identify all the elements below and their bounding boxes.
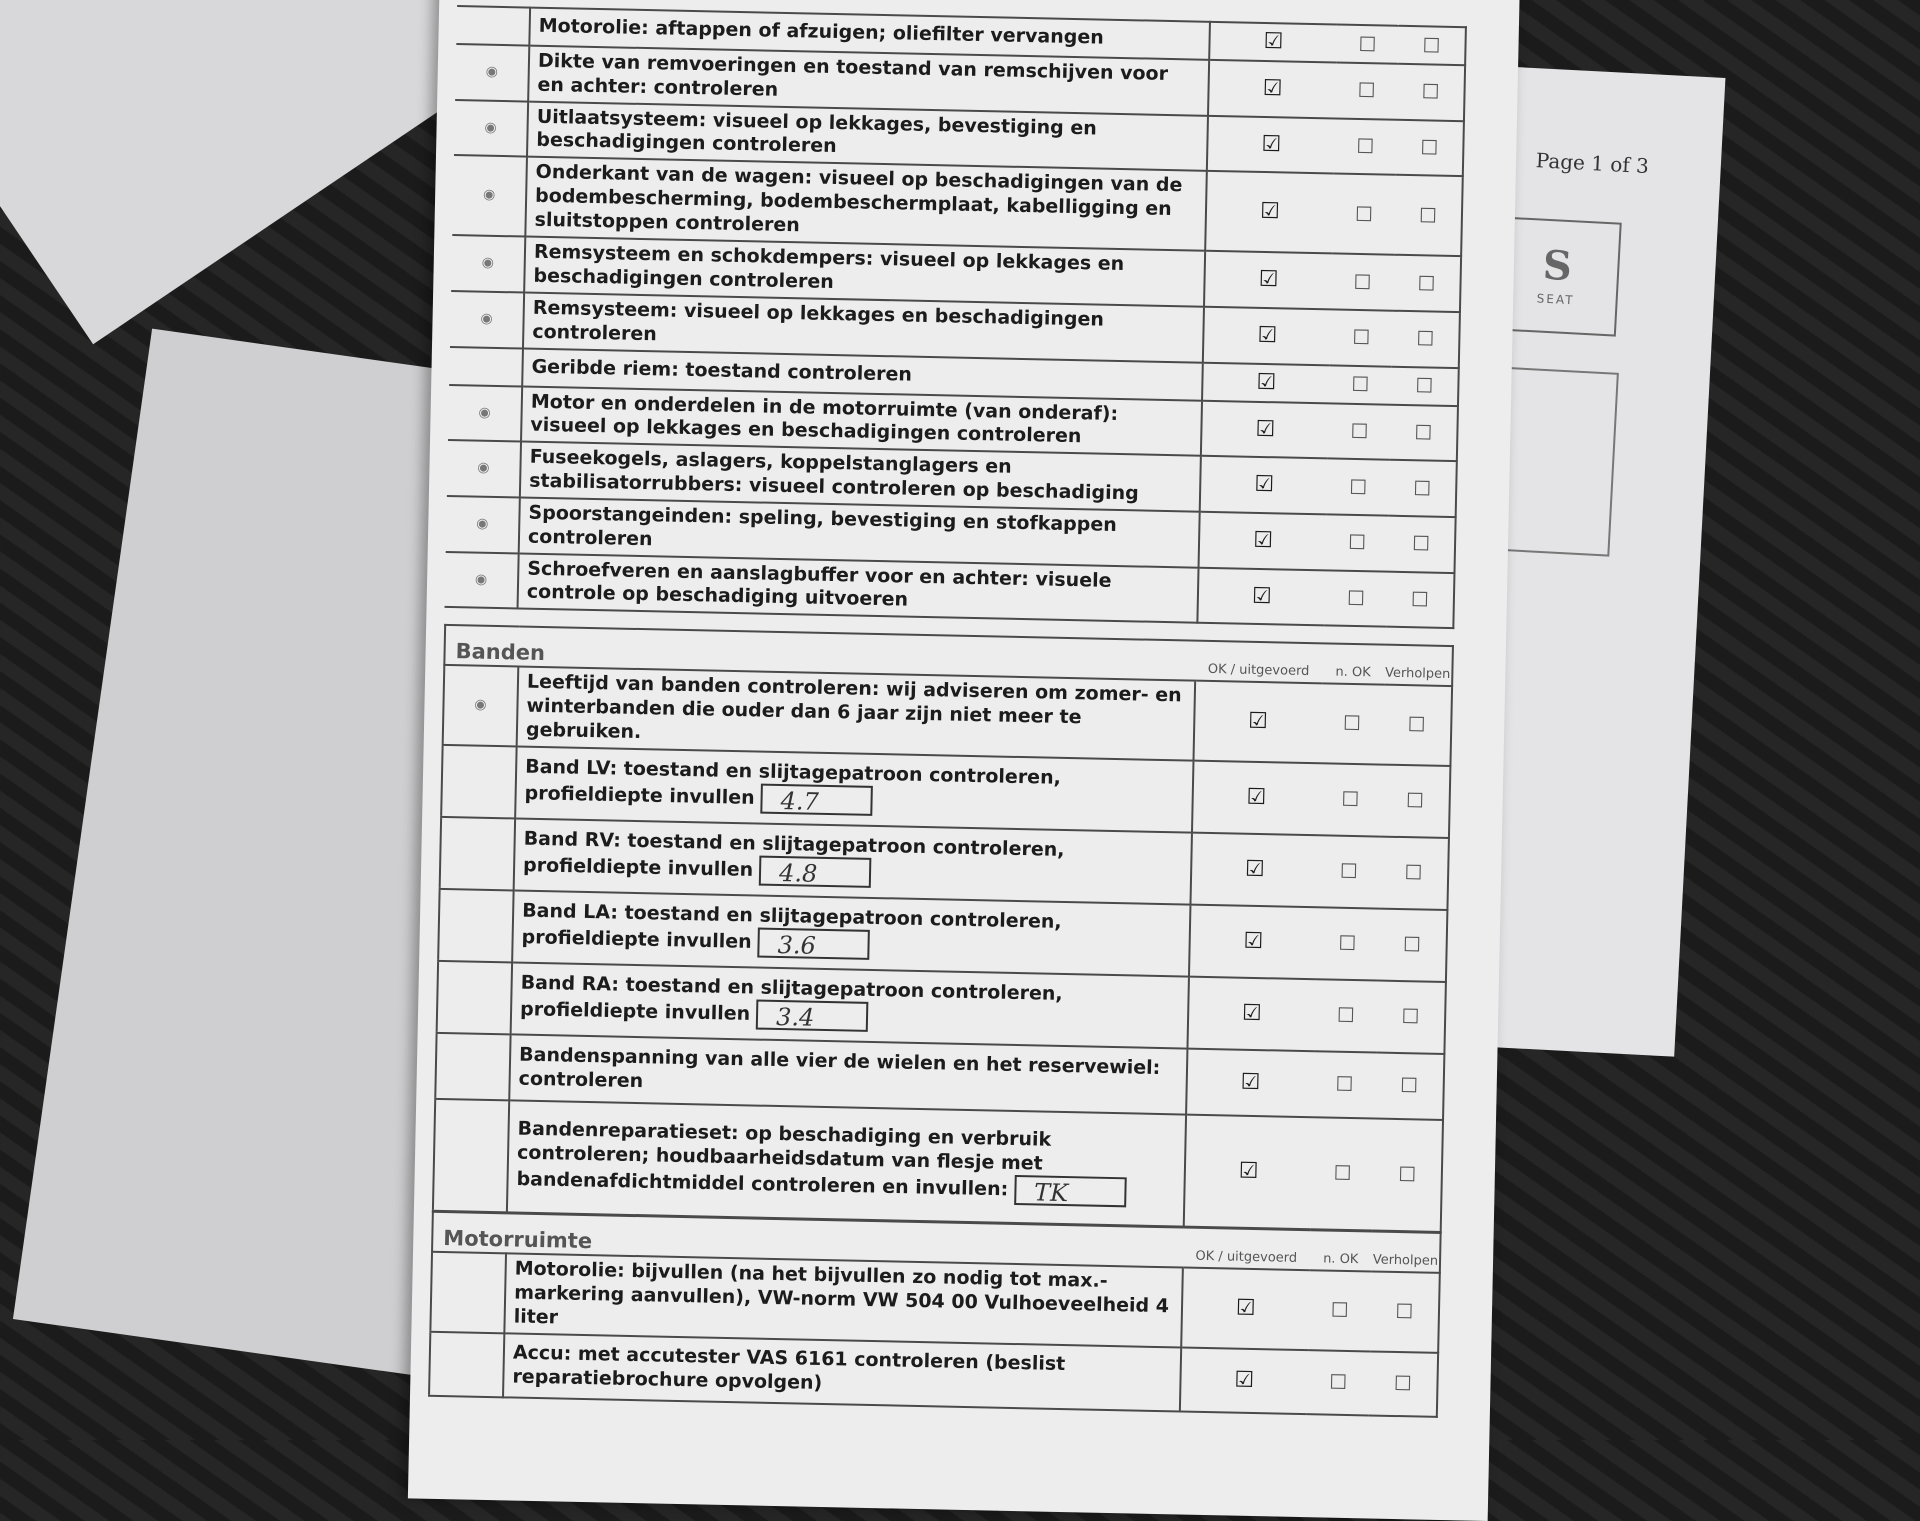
handwritten-value-field[interactable]: 3.6 xyxy=(757,928,870,960)
nok-checkbox[interactable]: ☐ xyxy=(1330,309,1393,366)
verholpen-checkbox[interactable]: ☐ xyxy=(1381,764,1451,837)
nok-checkbox[interactable]: ☐ xyxy=(1310,1117,1374,1230)
verholpen-checkbox[interactable]: ☐ xyxy=(1382,685,1452,766)
item-text: Dikte van remvoeringen en toestand van remschijven voor en achter: controleren xyxy=(537,49,1169,101)
ok-checkbox-checked[interactable]: ☑ xyxy=(1204,251,1332,310)
item-description xyxy=(504,1254,1182,1347)
ok-checkbox-checked[interactable]: ☑ xyxy=(1197,567,1325,625)
column-verholpen-label: Verholpen xyxy=(1372,1231,1441,1273)
handwritten-value-field[interactable]: 4.8 xyxy=(759,856,872,888)
item-description xyxy=(507,1100,1186,1226)
ok-checkbox-checked[interactable]: ☑ xyxy=(1192,760,1320,835)
bullet-icon xyxy=(443,665,519,746)
item-text: Motorolie: aftappen of afzuigen; oliefilter vervangen xyxy=(538,14,1104,49)
ok-checkbox-checked[interactable]: ☑ xyxy=(1208,60,1336,118)
verholpen-checkbox[interactable]: ☐ xyxy=(1394,175,1463,256)
bullet-cell xyxy=(438,888,513,962)
bullet-cell xyxy=(433,1098,509,1212)
bullet-cell xyxy=(440,816,515,890)
item-text: Fuseekogels, aslagers, koppelstanglagers en stabilisatorrubbers: visueel controleren op beschadiging xyxy=(528,445,1139,505)
bullet-cell xyxy=(441,744,516,818)
ok-checkbox-checked[interactable]: ☑ xyxy=(1193,681,1322,763)
nok-checkbox[interactable]: ☐ xyxy=(1332,173,1396,254)
item-text: Band LV: toestand en slijtagepatroon controleren, profieldiepte invullen xyxy=(524,755,1062,810)
bullet-icon xyxy=(446,496,520,553)
column-nok-label: n. OK xyxy=(1310,1230,1373,1272)
ok-checkbox-checked[interactable]: ☑ xyxy=(1181,1268,1310,1350)
nok-checkbox[interactable]: ☐ xyxy=(1320,684,1384,765)
verholpen-checkbox[interactable]: ☐ xyxy=(1389,460,1457,517)
seat-logo-text: SEAT xyxy=(1536,291,1575,308)
verholpen-checkbox[interactable]: ☐ xyxy=(1370,1272,1440,1353)
verholpen-checkbox[interactable]: ☐ xyxy=(1378,908,1448,981)
ok-checkbox-checked[interactable]: ☑ xyxy=(1189,904,1317,979)
item-text: Leeftijd van banden controleren: wij adviseren om zomer- en winterbanden die ouder dan 6 jaar zijn niet meer te gebruiken. xyxy=(525,670,1182,743)
bullet-icon xyxy=(455,44,529,101)
bullet-cell xyxy=(449,346,523,386)
inspection-checklist-page xyxy=(408,0,1520,1521)
bullet-cell xyxy=(430,1252,506,1333)
verholpen-checkbox[interactable]: ☐ xyxy=(1396,119,1464,176)
bullet-icon xyxy=(451,235,525,293)
column-nok-label: n. OK xyxy=(1322,643,1385,685)
verholpen-checkbox[interactable]: ☐ xyxy=(1379,836,1449,909)
column-verholpen-label: Verholpen xyxy=(1384,645,1453,687)
seat-s-icon: S xyxy=(1541,241,1574,291)
verholpen-checkbox[interactable]: ☐ xyxy=(1392,311,1460,368)
item-text: Remsysteem: visueel op lekkages en beschadigingen controleren xyxy=(532,296,1105,346)
column-ok-label: OK / uitgevoerd xyxy=(1183,1228,1311,1271)
item-text: Bandenspanning van alle vier de wielen en het reservewiel: controleren xyxy=(518,1043,1161,1092)
handwritten-value-field[interactable]: 4.7 xyxy=(760,784,873,816)
checklist-table-general xyxy=(445,5,1467,629)
ok-checkbox-checked[interactable]: ☑ xyxy=(1186,1048,1314,1117)
bullet-cell xyxy=(429,1331,504,1397)
item-text: Motor en onderdelen in de motorruimte (van onderaf): visueel op lekkages en beschadigingen controleren xyxy=(530,390,1119,448)
item-text: Onderkant van de wagen: visueel op beschadigingen van de bodembescherming, bodembeschermplaat, kabelligging en sluitstoppen controleren xyxy=(534,161,1183,237)
handwritten-value-field[interactable]: TK xyxy=(1014,1175,1127,1207)
item-text: Spoorstangeinden: speling, bevestiging en stofkappen controleren xyxy=(527,501,1118,551)
nok-checkbox[interactable]: ☐ xyxy=(1316,907,1379,980)
item-description xyxy=(503,1333,1181,1411)
nok-checkbox[interactable]: ☐ xyxy=(1308,1270,1372,1351)
verholpen-checkbox[interactable]: ☐ xyxy=(1387,516,1455,573)
nok-checkbox[interactable]: ☐ xyxy=(1317,835,1380,908)
bullet-cell xyxy=(435,1032,510,1100)
bullet-icon xyxy=(447,440,521,498)
bullet-icon xyxy=(450,291,524,348)
ok-checkbox-checked[interactable]: ☑ xyxy=(1207,115,1335,173)
item-text: Bandenreparatieset: op beschadiging en verbruik controleren; houdbaarheidsdatum van flesje met bandenafdichtmiddel controleren en invullen: xyxy=(516,1117,1052,1201)
bullet-icon xyxy=(454,100,528,157)
bullet-cell xyxy=(437,960,512,1034)
ok-checkbox-checked[interactable]: ☑ xyxy=(1205,171,1334,254)
bullet-icon xyxy=(445,551,519,608)
ok-checkbox-checked[interactable]: ☑ xyxy=(1203,307,1331,365)
verholpen-checkbox[interactable]: ☐ xyxy=(1386,571,1454,628)
verholpen-checkbox[interactable]: ☐ xyxy=(1391,366,1459,405)
bullet-icon xyxy=(448,384,522,441)
item-text: Motorolie: bijvullen (na het bijvullen zo nodig tot max.-markering aanvullen), VW-norm VW 504 00 Vulhoeveelheid 4 liter xyxy=(513,1257,1170,1329)
item-text: Band RV: toestand en slijtagepatroon controleren, profieldiepte invullen xyxy=(522,827,1065,882)
nok-checkbox[interactable]: ☐ xyxy=(1336,24,1399,63)
column-ok-label: OK / uitgevoerd xyxy=(1195,641,1323,684)
item-description xyxy=(525,157,1207,251)
nok-checkbox[interactable]: ☐ xyxy=(1331,253,1394,310)
ok-checkbox-checked[interactable]: ☑ xyxy=(1183,1114,1312,1229)
verholpen-checkbox[interactable]: ☐ xyxy=(1372,1118,1443,1231)
item-text: Band LA: toestand en slijtagepatroon controleren, profieldiepte invullen xyxy=(521,899,1062,954)
item-text: Band RA: toestand en slijtagepatroon controleren, profieldiepte invullen xyxy=(519,971,1063,1026)
nok-checkbox[interactable]: ☐ xyxy=(1335,62,1398,119)
item-text: Remsysteem en schokdempers: visueel op lekkages en beschadigingen controleren xyxy=(533,240,1125,294)
ok-checkbox-checked[interactable]: ☑ xyxy=(1200,456,1328,515)
item-text: Geribde riem: toestand controleren xyxy=(531,355,913,386)
bullet-cell xyxy=(456,6,530,46)
verholpen-checkbox[interactable]: ☐ xyxy=(1375,1052,1445,1119)
nok-checkbox[interactable]: ☐ xyxy=(1319,763,1382,836)
section-title-banden: Banden xyxy=(444,625,1195,681)
checklist-table-banden xyxy=(432,624,1454,1233)
ok-checkbox-checked[interactable]: ☑ xyxy=(1201,400,1329,458)
item-text: Accu: met accutester VAS 6161 controleren (beslist reparatiebrochure opvolgen) xyxy=(512,1341,1066,1394)
verholpen-checkbox[interactable]: ☐ xyxy=(1369,1351,1439,1416)
ok-checkbox-checked[interactable]: ☑ xyxy=(1202,362,1330,403)
section-title-motorruimte: Motorruimte xyxy=(432,1212,1183,1268)
ok-checkbox-checked[interactable]: ☑ xyxy=(1199,512,1327,570)
nok-checkbox[interactable]: ☐ xyxy=(1313,1051,1376,1118)
item-text: Schroefveren en aanslagbuffer voor en achter: visuele controle op beschadiging uitvoeren xyxy=(526,557,1112,611)
nok-checkbox[interactable]: ☐ xyxy=(1334,118,1397,175)
bullet-icon xyxy=(452,155,527,237)
nok-checkbox[interactable]: ☐ xyxy=(1324,570,1387,627)
nok-checkbox[interactable]: ☐ xyxy=(1307,1350,1370,1415)
handwritten-value-field[interactable]: 3.4 xyxy=(756,1000,869,1032)
verholpen-checkbox[interactable]: ☐ xyxy=(1390,404,1458,461)
ok-checkbox-checked[interactable]: ☑ xyxy=(1180,1347,1308,1414)
item-text: Uitlaatsysteem: visueel op lekkages, bevestiging en beschadigingen controleren xyxy=(536,105,1098,158)
nok-checkbox[interactable]: ☐ xyxy=(1326,514,1389,571)
nok-checkbox[interactable]: ☐ xyxy=(1329,365,1392,404)
nok-checkbox[interactable]: ☐ xyxy=(1314,979,1377,1052)
nok-checkbox[interactable]: ☐ xyxy=(1328,403,1391,460)
verholpen-checkbox[interactable]: ☐ xyxy=(1393,255,1461,312)
verholpen-checkbox[interactable]: ☐ xyxy=(1376,980,1446,1053)
item-description xyxy=(517,667,1195,760)
verholpen-checkbox[interactable]: ☐ xyxy=(1397,64,1465,121)
ok-checkbox-checked[interactable]: ☑ xyxy=(1209,22,1337,63)
ok-checkbox-checked[interactable]: ☑ xyxy=(1187,976,1315,1051)
ok-checkbox-checked[interactable]: ☑ xyxy=(1190,832,1318,907)
page-number-label: Page 1 of 3 xyxy=(1535,148,1650,179)
checklist-row xyxy=(433,1098,1443,1231)
nok-checkbox[interactable]: ☐ xyxy=(1327,458,1390,515)
verholpen-checkbox[interactable]: ☐ xyxy=(1398,26,1466,65)
checklist-table-motorruimte xyxy=(428,1211,1442,1418)
